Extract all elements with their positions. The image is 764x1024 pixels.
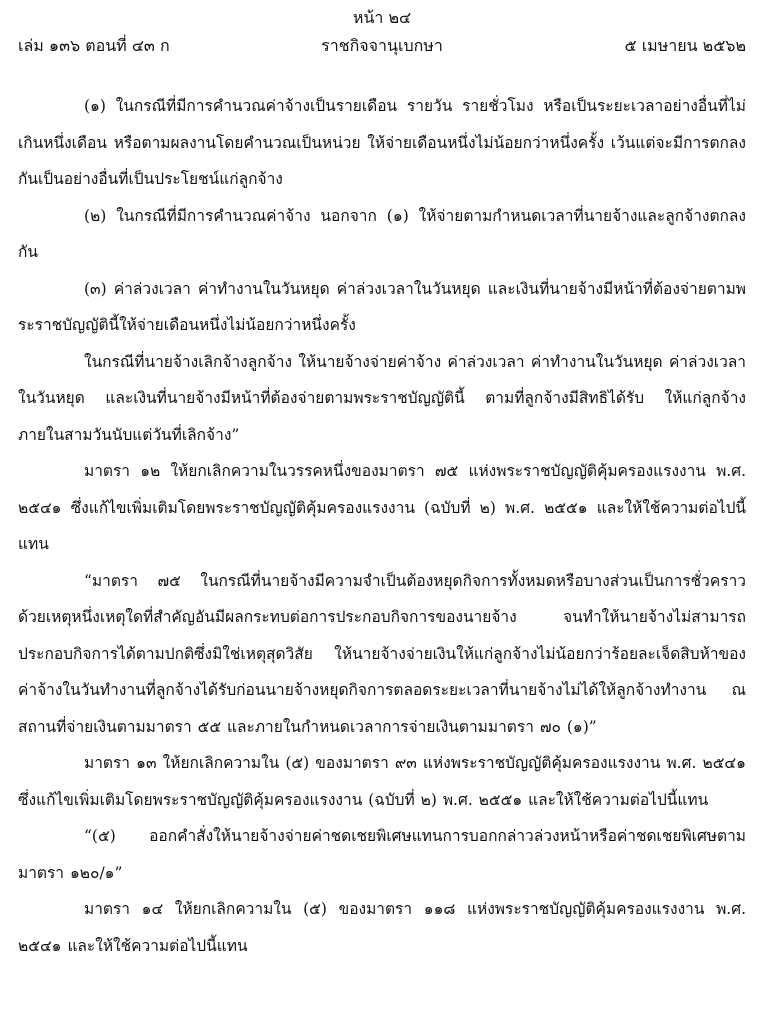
publication-date: ๕ เมษายน ๒๕๖๒ — [624, 36, 746, 55]
section-13: มาตรา ๑๓ ให้ยกเลิกความใน (๕) ของมาตรา ๙๓ แห่งพระราชบัญญัติคุ้มครองแรงงาน พ.ศ. ๒๕๔๑ ซึ่งแก้ไขเพิ่มเติมโดยพระราชบัญญัติคุ้มครองแรงงาน (ฉบับที่ ๒) พ.ศ. ๒๕๕๑ และให้ใช้ความต่อไปนี้แทน — [18, 754, 746, 809]
volume-issue: เล่ม ๑๓๖ ตอนที่ ๔๓ ก — [18, 36, 170, 55]
section-93-5-text: “(๕) ออกคำสั่งให้นายจ้างจ่ายค่าชดเชยพิเศษแทนการบอกกล่าวล่วงหน้าหรือค่าชดเชยพิเศษตามมาตรา ๑๒๐/๑” — [18, 827, 746, 882]
section-14: มาตรา ๑๔ ให้ยกเลิกความใน (๕) ของมาตรา ๑๑๘ แห่งพระราชบัญญัติคุ้มครองแรงงาน พ.ศ. ๒๕๔๑ และให้ใช้ความต่อไปนี้แทน — [18, 900, 746, 955]
document-body — [18, 88, 746, 964]
paragraph-2: (๒) ในกรณีที่มีการคำนวณค่าจ้าง นอกจาก (๑) ให้จ่ายตามกำหนดเวลาที่นายจ้างและลูกจ้างตกลงกัน — [18, 206, 746, 261]
paragraph-4: ในกรณีที่นายจ้างเลิกจ้างลูกจ้าง ให้นายจ้างจ่ายค่าจ้าง ค่าล่วงเวลา ค่าทำงานในวันหยุด ค่าล่วงเวลาในวันหยุด และเงินที่นายจ้างมีหน้าที่ต้องจ่ายตามพระราชบัญญัตินี้ ตามที่ลูกจ้างมีสิทธิได้รับ ให้แก่ลูกจ้างภายในสามวันนับแต่วันที่เลิกจ้าง” — [18, 352, 746, 444]
section-75-text: “มาตรา ๗๕ ในกรณีที่นายจ้างมีความจำเป็นต้องหยุดกิจการทั้งหมดหรือบางส่วนเป็นการชั่วคราวด้วยเหตุหนึ่งเหตุใดที่สำคัญอันมีผลกระทบต่อการประกอบกิจการของนายจ้าง จนทำให้นายจ้างไม่สามารถประกอบกิจการได้ตามปกติซึ่งมิใช่เหตุสุดวิสัย ให้นายจ้างจ่ายเงินให้แก่ลูกจ้างไม่น้อยกว่าร้อยละเจ็ดสิบห้าของค่าจ้างในวันทำงานที่ลูกจ้างได้รับก่อนนายจ้างหยุดกิจการตลอดระยะเวลาที่นายจ้างไม่ได้ให้ลูกจ้างทำงาน ณ สถานที่จ่ายเงินตามมาตรา ๕๕ และภายในกำหนดเวลาการจ่ายเงินตามมาตรา ๗๐ (๑)” — [18, 571, 746, 736]
paragraph-1: (๑) ในกรณีที่มีการคำนวณค่าจ้างเป็นรายเดือน รายวัน รายชั่วโมง หรือเป็นระยะเวลาอย่างอื่นที่ไม่เกินหนึ่งเดือน หรือตามผลงานโดยคำนวณเป็นหน่วย ให้จ่ายเดือนหนึ่งไม่น้อยกว่าหนึ่งครั้ง เว้นแต่จะมีการตกลงกันเป็นอย่างอื่นที่เป็นประโยชน์แก่ลูกจ้าง — [18, 97, 746, 188]
section-12: มาตรา ๑๒ ให้ยกเลิกความในวรรคหนึ่งของมาตรา ๗๕ แห่งพระราชบัญญัติคุ้มครองแรงงาน พ.ศ. ๒๕๔๑ ซึ่งแก้ไขเพิ่มเติมโดยพระราชบัญญัติคุ้มครองแรงงาน (ฉบับที่ ๒) พ.ศ. ๒๕๕๑ และให้ใช้ความต่อไปนี้แทน — [18, 462, 746, 553]
page-number: หน้า ๒๔ — [352, 8, 412, 27]
gazette-header — [18, 36, 746, 56]
publication-title: ราชกิจจานุเบกษา — [321, 36, 443, 55]
paragraph-3: (๓) ค่าล่วงเวลา ค่าทำงานในวันหยุด ค่าล่วงเวลาในวันหยุด และเงินที่นายจ้างมีหน้าที่ต้องจ่ายตามพระราชบัญญัตินี้ให้จ่ายเดือนหนึ่งไม่น้อยกว่าหนึ่งครั้ง — [18, 279, 746, 334]
